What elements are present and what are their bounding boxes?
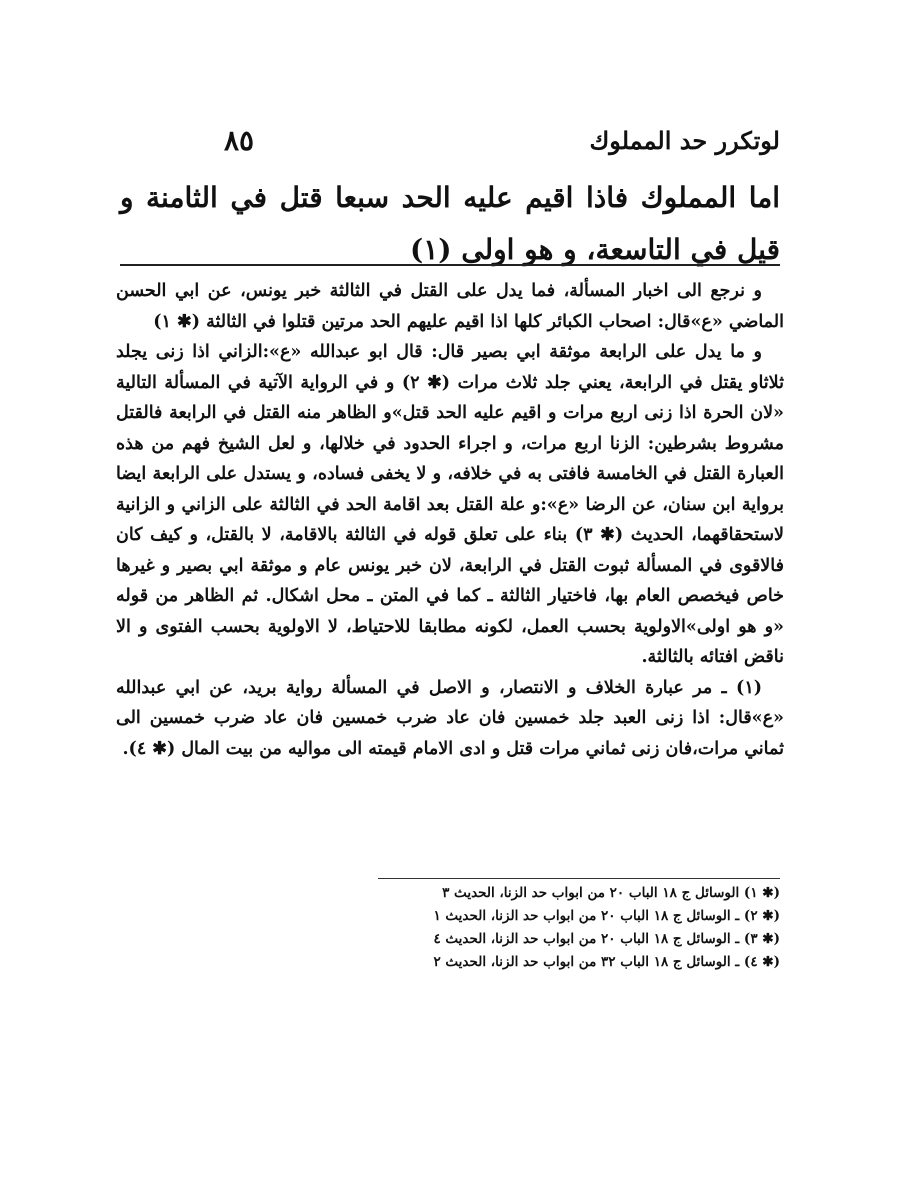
footnote-divider xyxy=(378,878,780,879)
footnote: (✱ ٤) ـ الوسائل ج ١٨ الباب ٣٢ من ابواب حد الزنا، الحديث ٢ xyxy=(433,954,780,970)
section-divider xyxy=(120,264,780,266)
main-text-heading: اما المملوك فاذا اقيم عليه الحد سبعا قتل في الثامنة و قيل في التاسعة، و هو اولى (١) xyxy=(120,181,780,266)
paragraph: و نرجع الى اخبار المسألة، فما يدل على القتل في الثالثة خبر يونس، عن ابي الحسن الماضي «ع»قال: اصحاب الكبائر كلها اذا اقيم عليهم الحد مرتين قتلوا في الثالثة (✱ ١) xyxy=(116,281,784,332)
footnotes xyxy=(360,882,780,974)
running-header xyxy=(120,126,780,166)
footnote: (✱ ٢) ـ الوسائل ج ١٨ الباب ٢٠ من ابواب حد الزنا، الحديث ١ xyxy=(433,908,780,924)
running-title: لوتكرر حد المملوك xyxy=(589,126,780,155)
paragraph: و ما يدل على الرابعة موثقة ابي بصير قال: قال ابو عبدالله «ع»:الزاني اذا زنى يجلد ثلاثاو يقتل في الرابعة، يعني جلد ثلاث مرات (✱ ٢) و في الرواية الآتية في المسألة التالية «لان الحرة اذا زنى اربع مرات و اقيم عليه الحد قتل»و الظاهر منه القتل في الرابعة فالقتل مشروط بشرطين: الزنا اربع مرات، و اجراء الحدود في خلالها، و لعل الشيخ فهم من هذه العبارة القتل في الخامسة فافتى به في خلافه، و لا يخفى فساده، و يستدل على الرابعة ايضا برواية ابن سنان، عن الرضا «ع»:و علة القتل بعد اقامة الحد في الثالثة على الزاني و الزانية لاستحقاقهما، الحديث (✱ ٣) بناء على تعلق قوله في الثالثة بالاقامة، لا بالقتل، و كيف كان فالاقوى في المسألة ثبوت القتل في الرابعة، لان خبر يونس عام و موثقة ابي بصير و غيرها خاص فيخصص العام بها، فاختيار الثالثة ـ كما في المتن ـ محل اشكال. ثم الظاهر من قوله «و هو اولى»الاولوية بحسب العمل، لكونه مطابقا للاحتياط، لا الاولوية بحسب الفتوى و الا ناقض افتائه بالثالثة. xyxy=(116,342,784,667)
footnote: (✱ ٣) ـ الوسائل ج ١٨ الباب ٢٠ من ابواب حد الزنا، الحديث ٤ xyxy=(433,931,780,947)
footnote: (✱ ١) الوسائل ج ١٨ الباب ٢٠ من ابواب حد الزنا، الحديث ٣ xyxy=(442,885,780,901)
commentary-body xyxy=(116,276,784,764)
paragraph: (١) ـ مر عبارة الخلاف و الانتصار، و الاصل في المسألة رواية بريد، عن ابي عبدالله «ع»قال: اذا زنى العبد جلد خمسين فان عاد ضرب خمسين فان عاد ضرب خمسين الى ثماني مرات،فان زنى ثماني مرات قتل و ادى الامام قيمته الى مواليه من بيت المال (✱ ٤). xyxy=(116,677,784,759)
page-number: ٨٥ xyxy=(224,124,255,157)
